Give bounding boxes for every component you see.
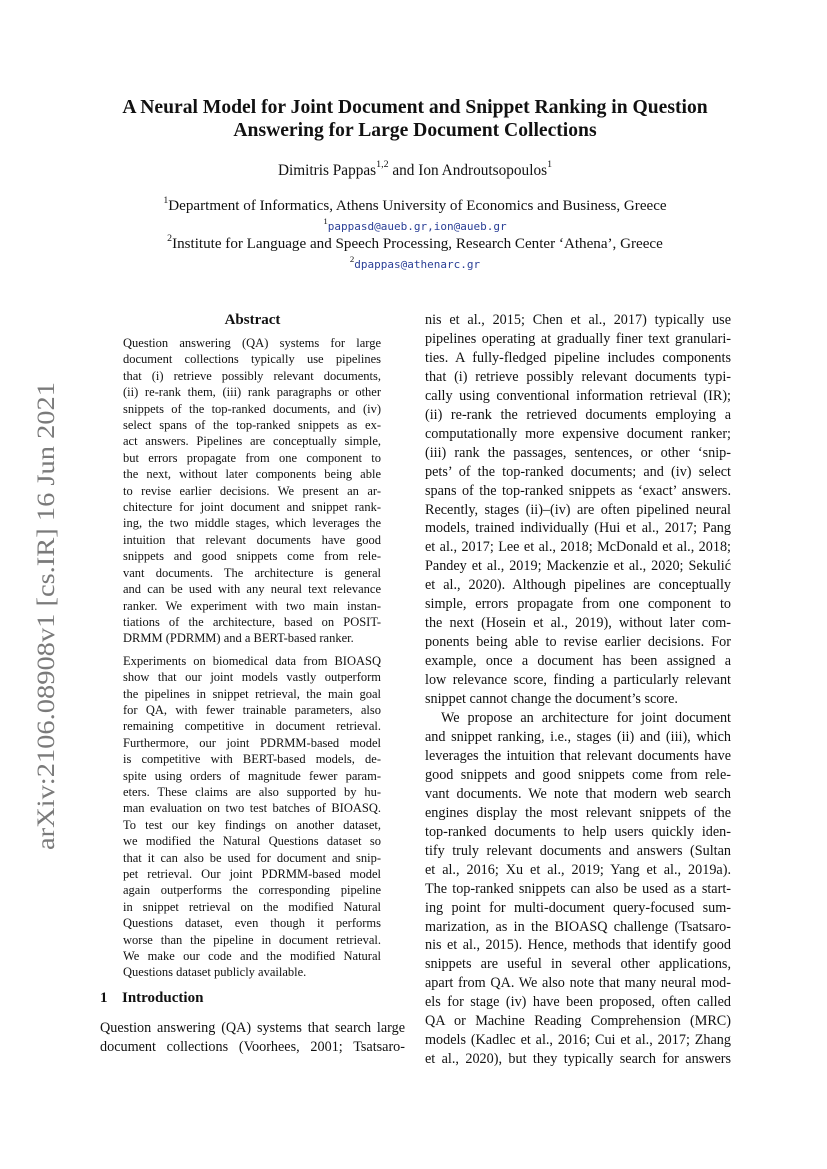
abstract-body <box>123 335 381 981</box>
abstract-p2-line: pet retrieval. Our joint PDRMM-based model <box>123 867 381 881</box>
abstract-p2-line: worse than the pipeline in document retrieval. <box>123 932 381 947</box>
right-p2-line: leverages the intuition that relevant documents have <box>425 747 731 764</box>
right-p2-line: nis et al., 2015). Hence, methods that identify good <box>425 937 731 954</box>
email-1-text[interactable]: pappasd@aueb.gr,ion@aueb.gr <box>327 220 507 233</box>
abstract-p2-line: We make our code and the modified Natural <box>123 949 381 964</box>
abstract-paragraph-2 <box>123 653 381 981</box>
email-1[interactable] <box>90 216 740 234</box>
right-p1-line: cally using conventional information retrieval (IR); <box>425 387 731 404</box>
abstract-p1-line: Question answering (QA) systems for large <box>123 336 381 350</box>
abstract-p1-line: the next, without later components being able <box>123 467 381 482</box>
title-line-2: Answering for Large Document Collections <box>233 120 597 141</box>
author-connector: and <box>388 162 419 179</box>
abstract-p1-line: to revise earlier decisions. We present an ar- <box>123 483 381 498</box>
right-p2-line: good snippets and good snippets come from rele- <box>425 766 731 783</box>
right-p2-line: engines display the most relevant snippets of the <box>425 804 731 821</box>
right-p2-line: models (Kadlec et al., 2016; Cui et al., 2017; Zhang <box>425 1032 731 1049</box>
right-column <box>425 311 731 1069</box>
abstract-p2-line: again outperforms the corresponding pipeline <box>123 883 381 898</box>
right-p1-line: ties. A fully-fledged pipeline includes components <box>425 349 731 366</box>
introduction-left-text <box>100 1019 405 1057</box>
right-p1-line: models, trained individually (Hui et al., 2017; Pang <box>425 520 731 537</box>
abstract-p1-line: document collections typically use pipelines <box>123 352 381 367</box>
abstract-p2-line: man evaluation on two test batches of BIOASQ. <box>123 801 381 816</box>
affiliation-1-text: Department of Informatics, Athens University of Economics and Business, Greece <box>168 198 667 214</box>
intro-left-line: Question answering (QA) systems that search large <box>100 1019 405 1036</box>
affiliation-2 <box>90 232 740 254</box>
affiliation-1-sup: 1 <box>163 194 169 206</box>
abstract-p1-line: but errors propagate from one component to <box>123 450 381 465</box>
abstract-p2-line: eters. These claims are also supported by hu- <box>123 784 381 799</box>
right-p2-line: The top-ranked snippets can also be used as a start- <box>425 880 731 897</box>
right-p2-line: top-ranked documents to help users quickly iden- <box>425 823 731 840</box>
title-line-1: A Neural Model for Joint Document and Snippet Ranking in Question <box>122 97 708 118</box>
email-1-sup: 1 <box>323 216 328 227</box>
abstract-p2-line: Furthermore, our joint PDRMM-based model <box>123 735 381 750</box>
right-p1-line: the next (Hosein et al., 2019), without later com- <box>425 615 731 632</box>
left-column <box>100 311 405 1057</box>
right-p1-line: Pandey et al., 2019; Mackenzie et al., 2020; Sekulić <box>425 558 731 575</box>
right-p1-line: snippet cannot change the document’s score. <box>425 691 678 708</box>
right-p2-line: vant documents. We note that modern web search <box>425 785 731 802</box>
author-1: Dimitris Pappas <box>277 162 377 179</box>
abstract-p2-line: Questions dataset, even though it performs <box>123 916 381 931</box>
right-p2-line: et al., 2020), but they typically search for answers <box>425 1051 731 1068</box>
email-2-text[interactable]: dpappas@athenarc.gr <box>354 258 481 271</box>
right-p2-line: ing point for multi-document query-focused sum- <box>425 899 731 916</box>
abstract-p1-line: and can be used with any neural text relevance <box>123 582 381 597</box>
right-p1-line: nis et al., 2015; Chen et al., 2017) typically use <box>425 312 731 328</box>
abstract-p1-line: snippets and good snippets come from rele- <box>123 549 381 564</box>
abstract-p1-line: act answers. Pipelines are conceptually simple, <box>123 434 381 449</box>
author-2-sup: 1 <box>547 159 553 171</box>
abstract-p1-line: chitecture for joint document and snippet rank- <box>123 500 381 515</box>
right-paragraph-1 <box>425 311 731 709</box>
abstract-p1-line: ranker. We experiment with two main instan- <box>123 598 381 613</box>
abstract-p2-line: that it can also be used for document and snip- <box>123 850 381 865</box>
right-p1-line: low relevance score, finding a particularly relevant <box>425 672 731 689</box>
right-p1-line: pipelines operating at gradually finer text granulari- <box>425 330 731 347</box>
abstract-p1-line: ing, the two middle stages, which leverages the <box>123 516 381 531</box>
abstract-p2-line: spite using orders of magnitude fewer param- <box>123 768 381 783</box>
right-p1-line: example, once a document has been assigned a <box>425 653 731 670</box>
affiliation-1 <box>90 194 740 216</box>
right-p2-line: apart from QA. We also note that many neural mod- <box>425 975 731 992</box>
section-number: 1 <box>100 989 108 1006</box>
abstract-p1-line: tiations of the architecture, based on POSIT- <box>123 614 381 629</box>
abstract-p2-line: Experiments on biomedical data from BIOASQ <box>123 653 381 668</box>
right-p2-line: et al., 2016; Xu et al., 2019; Yang et al., 2019a). <box>425 861 731 878</box>
abstract-p2-line: remaining competitive in document retrieval. <box>123 719 381 734</box>
abstract-p1-line: that (i) retrieve possibly relevant documents, <box>123 368 381 383</box>
abstract-p2-line: Questions dataset publicly available. <box>123 965 307 980</box>
introduction-heading <box>100 989 405 1007</box>
abstract-p2-line: show that our joint models vastly outperform <box>123 670 381 685</box>
right-p1-line: spans of the top-ranked snippets as ‘exact’ answers. <box>425 482 731 499</box>
abstract-p1-line: select spans of the top-ranked snippets as ex- <box>123 418 381 433</box>
right-p2-line: snippets are useful in several other applications, <box>425 956 731 973</box>
section-title: Introduction <box>122 989 204 1006</box>
abstract-p1-line: vant documents. The architecture is general <box>123 565 381 580</box>
intro-left-line: document collections (Voorhees, 2001; Tsatsaro- <box>100 1038 405 1055</box>
email-2[interactable] <box>90 254 740 272</box>
right-p2-line: tify truly relevant documents and answers (Sultan <box>425 842 731 859</box>
affiliation-2-sup: 2 <box>167 232 173 244</box>
paper-title <box>90 96 740 142</box>
right-p1-line: simple, errors propagate from one component to <box>425 596 731 613</box>
right-p1-line: computationally more expensive document ranker; <box>425 425 731 442</box>
abstract-paragraph-1 <box>123 335 381 647</box>
affiliation-2-text: Institute for Language and Speech Processing, Research Center ‘Athena’, Greece <box>172 236 663 252</box>
right-p2-line: els for stage (iv) have been proposed, often called <box>425 994 731 1011</box>
abstract-p1-line: intuition that relevant documents have good <box>123 532 381 547</box>
right-p1-line: pets’ of the top-ranked documents; and (iv) select <box>425 463 731 480</box>
right-p1-line: ponents being able to revise earlier decisions. For <box>425 634 731 651</box>
right-p1-line: that (i) retrieve possibly relevant documents typi- <box>425 368 731 385</box>
abstract-p2-line: is competitive with BERT-based models, de- <box>123 752 381 767</box>
right-p2-line: We propose an architecture for joint document <box>441 710 731 727</box>
right-p2-line: marization, as in the BIOASQ challenge (Tsatsaro- <box>425 918 731 935</box>
author-1-sup: 1,2 <box>376 159 389 171</box>
abstract-heading: Abstract <box>224 312 281 328</box>
right-p2-line: QA or Machine Reading Comprehension (MRC) <box>425 1013 731 1030</box>
right-p1-line: Recently, stages (ii)–(iv) are often pipelined neural <box>425 501 731 518</box>
author-2: Ion Androutsopoulos <box>418 162 548 179</box>
right-p1-line: et al., 2020). Although pipelines are conceptually <box>425 577 731 594</box>
abstract-p2-line: in snippet retrieval on the modified Natural <box>123 899 381 914</box>
abstract-p1-line: snippets of the top-ranked documents, and (iv) <box>123 401 381 416</box>
abstract-p1-line: (ii) re-rank them, (iii) rank paragraphs or other <box>123 385 381 400</box>
abstract-p2-line: the pipelines in snippet retrieval, the main goal <box>123 686 381 701</box>
right-p1-line: et al., 2017; Lee et al., 2018; McDonald et al., 2018; <box>425 539 731 556</box>
email-2-sup: 2 <box>349 254 355 265</box>
arxiv-stamp <box>23 380 63 850</box>
abstract-p2-line: for QA, with fewer trainable parameters, also <box>123 702 381 717</box>
right-paragraph-2 <box>425 709 731 1069</box>
abstract-p1-line: DRMM (PDRMM) and a BERT-based ranker. <box>123 631 354 646</box>
authors <box>90 161 740 180</box>
right-p1-line: (ii) re-rank the retrieved documents employing a <box>425 406 731 423</box>
right-p2-line: and snippet ranking, i.e., stages (ii) and (iii), which <box>425 728 731 745</box>
arxiv-stamp-text: arXiv:2106.08908v1 [cs.IR] 16 Jun 2021 <box>33 438 60 850</box>
abstract-p2-line: To test our key findings on another dataset, <box>123 817 381 832</box>
right-p1-line: (iii) rank the passages, sentences, or other ‘snip- <box>425 444 731 461</box>
abstract-p2-line: we modified the Natural Questions dataset so <box>123 834 381 849</box>
